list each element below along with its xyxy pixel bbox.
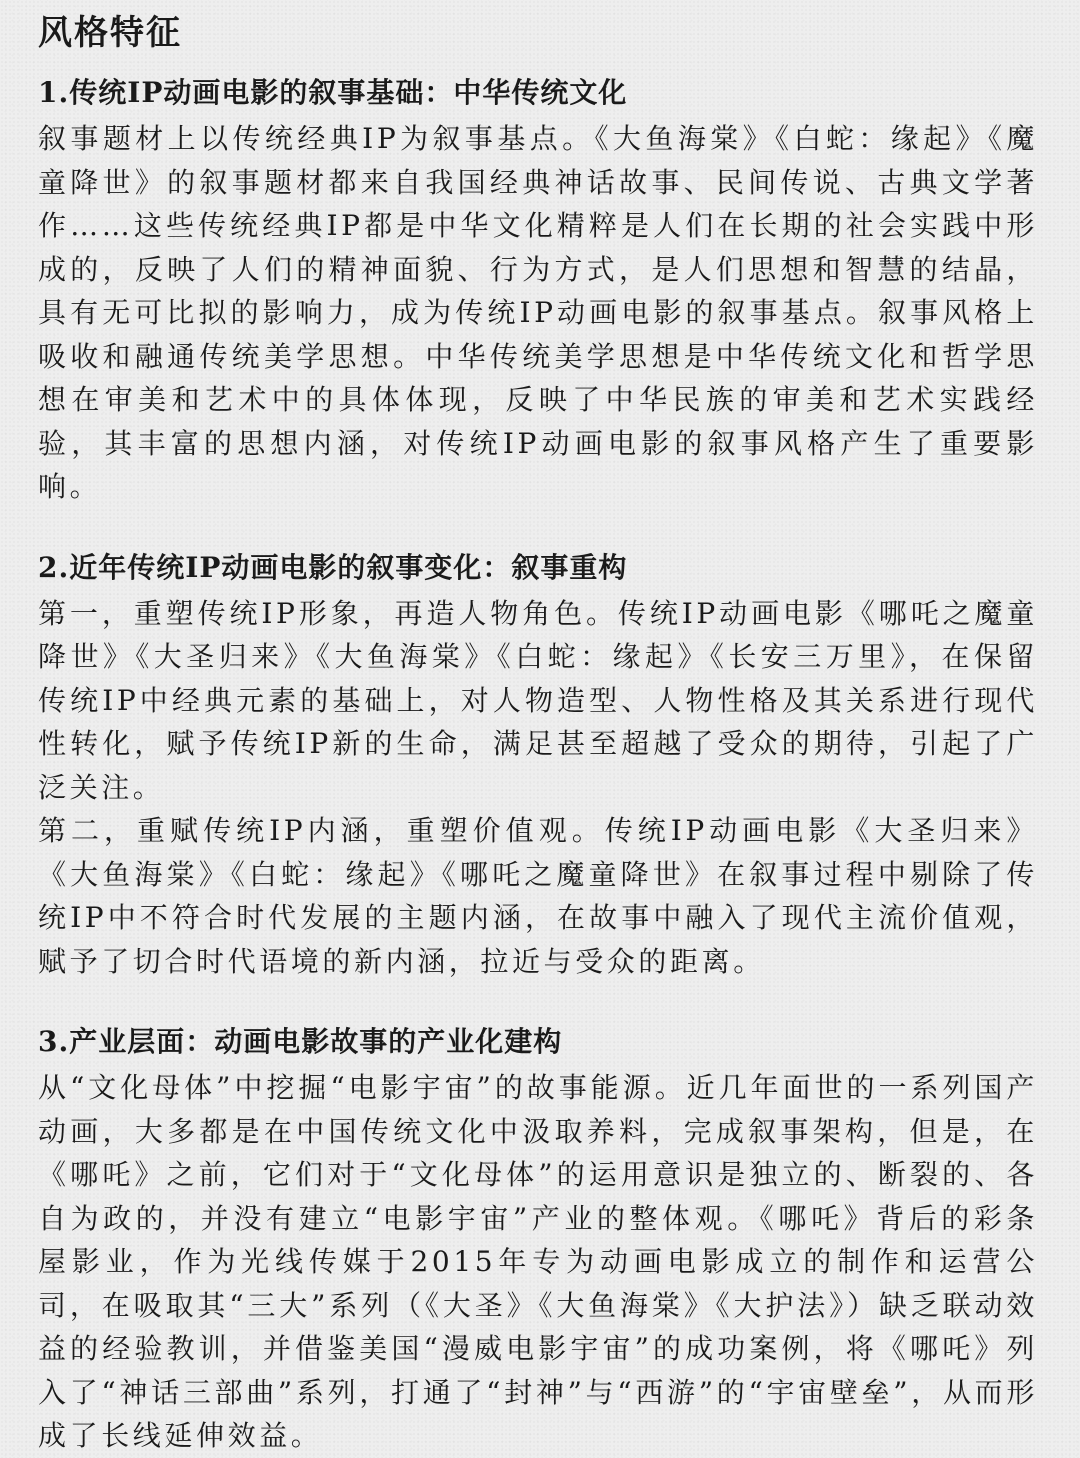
page-title: 风格特征 bbox=[38, 13, 182, 53]
section-heading: 2.近年传统IP动画电影的叙事变化：叙事重构 bbox=[38, 550, 628, 584]
section-paragraph: 第二，重赋传统IP内涵，重塑价值观。传统IP动画电影《大圣归来》《大鱼海棠》《白蛇：缘起》《哪吒之魔童降世》在叙事过程中剔除了传统IP中不符合时代发展的主题内涵，在故事中融入了现代主流价值观，赋予了切合时代语境的新内涵，拉近与受众的距离。 bbox=[38, 814, 1038, 978]
section-heading: 3.产业层面：动画电影故事的产业化建构 bbox=[38, 1025, 563, 1058]
section-heading: 1.传统IP动画电影的叙事基础：中华传统文化 bbox=[38, 76, 628, 109]
section-paragraph: 叙事题材上以传统经典IP为叙事基点。《大鱼海棠》《白蛇：缘起》《魔童降世》的叙事题材都来自我国经典神话故事、民间传说、古典文学著作……这些传统经典IP都是中华文化精粹是人们在长期的社会实践中形成的，反映了人们的精神面貌、行为方式，是人们思想和智慧的结晶，具有无可比拟的影响力，成为传统IP动画电影的叙事基点。叙事风格上吸收和融通传统美学思想。中华传统美学思想是中华传统文化和哲学思想在审美和艺术中的具体体现，反映了中华民族的审美和艺术实践经验，其丰富的思想内涵，对传统IP动画电影的叙事风格产生了重要影响。 bbox=[38, 122, 1038, 503]
section-industry-level bbox=[38, 1023, 1038, 1458]
section-narrative-foundation bbox=[38, 74, 1038, 509]
section-paragraph: 从“文化母体”中挖掘“电影宇宙”的故事能源。近几年面世的一系列国产动画，大多都是在中国传统文化中汲取养料，完成叙事架构，但是，在《哪吒》之前，它们对于“文化母体”的运用意识是独立的、断裂的、各自为政的，并没有建立“电影宇宙”产业的整体观。《哪吒》背后的彩条屋影业，作为光线传媒于2015年专为动画电影成立的制作和运营公司，在吸取其“三大”系列（《大圣》《大鱼海棠》《大护法》）缺乏联动效益的经验教训，并借鉴美国“漫威电影宇宙”的成功案例，将《哪吒》列入了“神话三部曲”系列，打通了“封神”与“西游”的“宇宙壁垒”，从而形成了长线延伸效益。 bbox=[38, 1071, 1038, 1452]
section-narrative-reconstruction bbox=[38, 549, 1038, 984]
section-paragraph: 第一，重塑传统IP形象，再造人物角色。传统IP动画电影《哪吒之魔童降世》《大圣归来》《大鱼海棠》《白蛇：缘起》《长安三万里》，在保留传统IP中经典元素的基础上，对人物造型、人物性格及其关系进行现代性转化，赋予传统IP新的生命，满足甚至超越了受众的期待，引起了广泛关注。 bbox=[38, 596, 1038, 804]
